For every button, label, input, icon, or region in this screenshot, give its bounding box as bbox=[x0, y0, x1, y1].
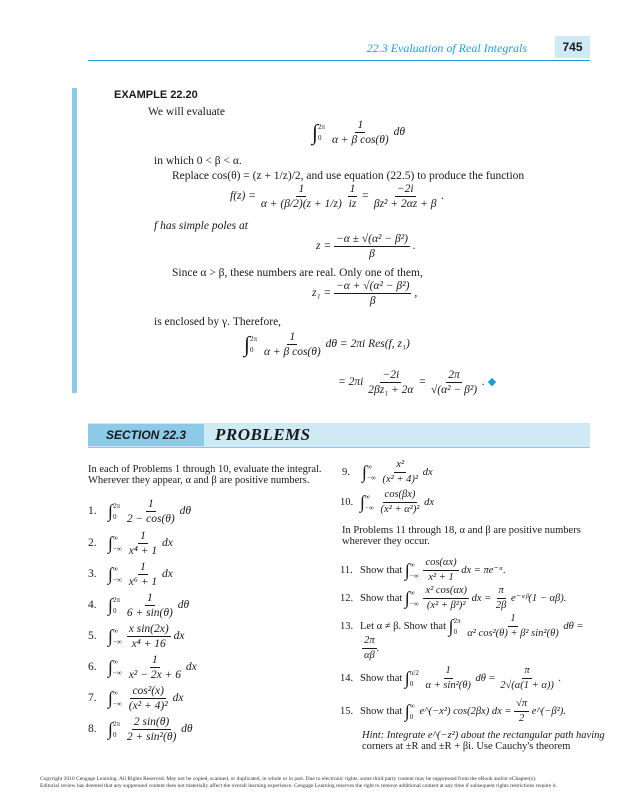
lower-limit: 0 bbox=[112, 512, 117, 521]
denominator: 2 bbox=[518, 713, 525, 724]
z1-lhs: z₁ = bbox=[312, 287, 332, 300]
section-tab: SECTION 22.3 bbox=[88, 424, 204, 446]
period: . bbox=[412, 240, 416, 253]
period: . bbox=[441, 190, 445, 203]
problem-number: 11. bbox=[340, 564, 353, 576]
upper-limit: 2π bbox=[112, 595, 120, 604]
problem-number: 4. bbox=[88, 599, 97, 612]
z-equation bbox=[316, 232, 416, 261]
lower-limit: 0 bbox=[112, 606, 117, 615]
problems-intro-line-1: In each of Problems 1 through 10, evaluate the integral. bbox=[88, 464, 322, 475]
lower-limit: −∞ bbox=[409, 599, 419, 608]
upper-limit: ∞ bbox=[409, 701, 415, 710]
numerator: 1 bbox=[140, 530, 146, 542]
equals-sign: = bbox=[418, 376, 427, 389]
integral-sign: ∫ bbox=[448, 616, 454, 636]
numerator: π bbox=[497, 584, 506, 599]
denominator: β bbox=[369, 295, 376, 307]
lower-limit: −∞ bbox=[112, 544, 122, 553]
integral-sign: ∫ bbox=[108, 501, 113, 521]
equals-sign: = bbox=[361, 190, 369, 203]
problem-10 bbox=[340, 488, 434, 517]
numerator: 1 bbox=[444, 664, 453, 679]
problem-7 bbox=[88, 684, 197, 715]
example-margin-bar bbox=[72, 88, 77, 393]
denominator: α + sin²(θ) bbox=[425, 680, 471, 691]
problem-number: 1. bbox=[88, 505, 97, 518]
upper-limit: 2π bbox=[112, 501, 120, 510]
lower-limit: 0 bbox=[409, 712, 414, 721]
result-lhs: = 2πi bbox=[338, 376, 364, 389]
problem-number: 12. bbox=[340, 592, 354, 604]
problem-number: 8. bbox=[88, 723, 97, 736]
upper-limit: π/2 bbox=[409, 668, 419, 677]
denominator: iz bbox=[348, 198, 357, 210]
numerator: cos²(x) bbox=[132, 685, 164, 697]
denominator: (x² + 4)² bbox=[128, 700, 168, 712]
problem-number: 10. bbox=[340, 496, 354, 508]
denominator: 2 + sin²(θ) bbox=[126, 731, 177, 743]
problems-intro bbox=[88, 464, 322, 486]
period: . bbox=[376, 642, 380, 654]
denominator: α + β cos(θ) bbox=[331, 134, 389, 146]
denominator: α + β cos(θ) bbox=[263, 346, 321, 358]
footer-line-2: Editorial review has deemed that any suppressed content does not materially affect the overall learning experience. Cengage Learning reserves the right to remove additional content at any time if subsequent rights restrictions require it. bbox=[40, 783, 558, 789]
denominator: √(α² − β²) bbox=[430, 384, 478, 396]
numerator: x² bbox=[394, 458, 406, 473]
problem-number: 9. bbox=[342, 466, 350, 478]
problem-lead: Show that bbox=[360, 564, 403, 576]
numerator: cos(βx) bbox=[383, 488, 418, 503]
problem-8 bbox=[88, 715, 197, 746]
lower-limit: −∞ bbox=[409, 571, 419, 580]
problems-intro-line-2: Wherever they appear, α and β are positive numbers. bbox=[88, 475, 310, 486]
z-lhs: z = bbox=[316, 240, 332, 253]
problem-3 bbox=[88, 560, 197, 591]
problem-14 bbox=[340, 664, 561, 693]
problem-result: dx = πe⁻ᵅ. bbox=[461, 564, 506, 576]
lower-limit: 0 bbox=[453, 627, 458, 636]
upper-limit: 2π bbox=[112, 719, 120, 728]
differential: dx bbox=[162, 568, 173, 581]
problem-number: 15. bbox=[340, 705, 354, 717]
denominator: 2β bbox=[495, 600, 507, 611]
lower-limit: 0 bbox=[318, 133, 322, 142]
integral-sign: ∫ bbox=[312, 119, 319, 145]
denominator: (x² + β²)² bbox=[426, 600, 466, 611]
f-equation bbox=[230, 182, 444, 211]
numerator: 1 bbox=[147, 498, 154, 510]
denominator: x⁴ + 1 bbox=[128, 545, 158, 557]
section-rule bbox=[88, 447, 590, 448]
problems-intro-2-line-2: wherever they occur. bbox=[342, 536, 430, 547]
problem-lead: Show that bbox=[360, 705, 403, 717]
upper-limit: ∞ bbox=[112, 533, 118, 542]
numerator: −2i bbox=[382, 369, 400, 381]
problem-number: 7. bbox=[88, 692, 97, 705]
differential: dx bbox=[172, 692, 184, 705]
differential: dx bbox=[424, 496, 435, 508]
denominator: α + (β/2)(z + 1/z) bbox=[260, 198, 342, 210]
problem-9 bbox=[342, 458, 433, 487]
integral-sign: ∫ bbox=[108, 595, 113, 615]
hint-line-1: Hint: Integrate e^(−z²) about the rectangular path having bbox=[362, 730, 605, 741]
problem-mid: dθ = bbox=[475, 672, 496, 684]
integral-sign: ∫ bbox=[108, 564, 113, 584]
problems-left-list bbox=[88, 497, 197, 746]
problem-result: dθ = bbox=[563, 620, 584, 632]
upper-limit: ∞ bbox=[112, 657, 118, 666]
numerator: 1 bbox=[146, 592, 153, 604]
differential: dx bbox=[185, 661, 197, 674]
problem-mid: dx = bbox=[471, 592, 492, 604]
problems-intro-2-line-1: In Problems 11 through 18, α and β are positive numbers bbox=[342, 525, 581, 536]
upper-limit: 2π bbox=[250, 334, 258, 343]
integral-sign: ∫ bbox=[404, 701, 410, 721]
enclosed-text: is enclosed by γ. Therefore, bbox=[154, 316, 282, 328]
footer-line-1: Copyright 2010 Cengage Learning. All Rights Reserved. May not be copied, scanned, or duplicated, in whole or in part. Due to electronic rights, some third party content may be suppressed from the eBook and/or eChapter(s). bbox=[40, 776, 537, 782]
problem-number: 14. bbox=[340, 672, 354, 684]
upper-limit: ∞ bbox=[364, 492, 370, 501]
denominator: (x² + α²)² bbox=[380, 504, 420, 515]
upper-limit: ∞ bbox=[112, 688, 118, 697]
integral-sign: ∫ bbox=[360, 492, 365, 512]
lower-limit: −∞ bbox=[366, 473, 376, 482]
comma: , bbox=[414, 287, 418, 300]
differential: dx bbox=[162, 537, 173, 550]
numerator: 1 bbox=[508, 612, 517, 627]
numerator: 2π bbox=[448, 369, 460, 381]
problem-lead: Show that bbox=[360, 592, 403, 604]
problem-lead: Let α ≠ β. Show that bbox=[360, 620, 447, 632]
numerator: 2 sin(θ) bbox=[133, 716, 170, 728]
problem-number: 13. bbox=[340, 620, 354, 632]
integral-sign: ∫ bbox=[108, 657, 113, 677]
upper-limit: ∞ bbox=[112, 626, 118, 635]
problem-15-hint bbox=[362, 730, 605, 752]
integral-sign: ∫ bbox=[362, 462, 367, 482]
numerator: x² cos(αx) bbox=[423, 584, 469, 599]
numerator: −α ± √(α² − β²) bbox=[336, 233, 408, 245]
integral-sign: ∫ bbox=[108, 626, 113, 646]
denominator: αβ bbox=[364, 650, 375, 661]
period: . bbox=[558, 672, 562, 684]
problem-number: 3. bbox=[88, 568, 97, 581]
upper-limit: 2π bbox=[318, 122, 326, 131]
hint-line-2: corners at ±R and ±R + βi. Use Cauchy's theorem bbox=[362, 741, 571, 752]
example-intro: We will evaluate bbox=[148, 106, 225, 118]
numerator: 1 bbox=[298, 183, 305, 195]
problem-2 bbox=[88, 529, 197, 560]
integral-sign: ∫ bbox=[404, 588, 410, 608]
differential: dx bbox=[422, 466, 433, 478]
example-condition: in which 0 < β < α. bbox=[154, 155, 242, 167]
numerator: 1 bbox=[357, 119, 364, 131]
result-tail: dθ = 2πi Res(f, z₁) bbox=[325, 338, 410, 351]
integral-sign: ∫ bbox=[108, 719, 113, 739]
denominator: α² cos²(θ) + β² sin²(θ) bbox=[467, 628, 559, 639]
problem-4 bbox=[88, 591, 197, 622]
denominator: (x² + 4)² bbox=[382, 474, 419, 485]
lower-limit: 0 bbox=[112, 730, 117, 739]
page-number: 745 bbox=[555, 36, 590, 58]
differential: dθ bbox=[177, 599, 190, 612]
upper-limit: ∞ bbox=[112, 564, 118, 573]
numerator: 2π bbox=[362, 634, 377, 649]
example-title: EXAMPLE 22.20 bbox=[114, 89, 198, 101]
differential: dx bbox=[173, 630, 185, 643]
problem-13-answer bbox=[362, 634, 379, 663]
end-of-example-diamond-icon: ◆ bbox=[487, 376, 497, 389]
f-lhs: f(z) = bbox=[230, 190, 256, 203]
numerator: −2i bbox=[396, 183, 414, 195]
result-line-1 bbox=[244, 330, 410, 359]
numerator: √π bbox=[514, 697, 529, 712]
integral-sign: ∫ bbox=[244, 331, 251, 357]
lower-limit: −∞ bbox=[112, 575, 122, 584]
integral-tail: dθ bbox=[393, 126, 406, 139]
upper-limit: 2π bbox=[453, 616, 461, 625]
header-rule bbox=[88, 60, 590, 61]
denominator: β bbox=[369, 248, 375, 260]
problem-number: 2. bbox=[88, 537, 97, 550]
problem-15 bbox=[340, 697, 566, 726]
integrand: e^(−x²) cos(2βx) dx = bbox=[419, 705, 512, 717]
lower-limit: 0 bbox=[250, 345, 254, 354]
problems-intro-2 bbox=[342, 525, 581, 547]
numerator: π bbox=[522, 664, 531, 679]
problem-6 bbox=[88, 653, 197, 684]
problem-number: 5. bbox=[88, 630, 97, 643]
numerator: 1 bbox=[349, 183, 356, 195]
result-line-2 bbox=[338, 368, 496, 397]
denominator: 2 − cos(θ) bbox=[126, 513, 175, 525]
denominator: x² + 1 bbox=[428, 572, 454, 583]
denominator: x⁴ + 16 bbox=[131, 638, 166, 650]
numerator: −α + √(α² − β²) bbox=[335, 280, 410, 292]
lower-limit: −∞ bbox=[112, 699, 122, 708]
upper-limit: ∞ bbox=[409, 588, 415, 597]
problem-11 bbox=[340, 556, 506, 585]
problem-lead: Show that bbox=[360, 672, 403, 684]
numerator: 1 bbox=[140, 561, 146, 573]
section-heading: PROBLEMS bbox=[215, 425, 311, 444]
running-title: 22.3 Evaluation of Real Integrals bbox=[366, 41, 527, 55]
differential: dθ bbox=[179, 505, 192, 518]
integral-sign: ∫ bbox=[108, 688, 113, 708]
example-integral bbox=[312, 118, 405, 147]
numerator: x sin(2x) bbox=[128, 623, 169, 635]
example-replace-text: Replace cos(θ) = (z + 1/z)/2, and use equation (22.5) to produce the function bbox=[172, 170, 525, 182]
problem-1 bbox=[88, 497, 197, 529]
problem-12 bbox=[340, 584, 566, 613]
lower-limit: −∞ bbox=[112, 637, 122, 646]
integral-sign: ∫ bbox=[404, 560, 410, 580]
denominator: x² − 2x + 6 bbox=[128, 669, 181, 681]
period: . bbox=[482, 376, 485, 389]
lower-limit: −∞ bbox=[112, 668, 122, 677]
upper-limit: ∞ bbox=[409, 560, 415, 569]
denominator: 2βz₁ + 2α bbox=[368, 384, 414, 396]
since-text: Since α > β, these numbers are real. Only one of them, bbox=[172, 267, 423, 279]
upper-limit: ∞ bbox=[366, 462, 372, 471]
numerator: 1 bbox=[151, 654, 158, 666]
denominator: 2√(α(1 + α)) bbox=[500, 680, 554, 691]
denominator: x⁶ + 1 bbox=[128, 576, 158, 588]
denominator: 6 + sin(θ) bbox=[126, 607, 173, 619]
problem-result: e^(−β²). bbox=[531, 705, 566, 717]
numerator: 1 bbox=[289, 331, 296, 343]
z1-equation bbox=[312, 279, 417, 308]
problem-5 bbox=[88, 622, 197, 653]
lower-limit: 0 bbox=[409, 679, 414, 688]
numerator: cos(αx) bbox=[423, 556, 458, 571]
integral-sign: ∫ bbox=[108, 533, 113, 553]
poles-text: f has simple poles at bbox=[154, 220, 248, 232]
integral-sign: ∫ bbox=[404, 668, 410, 688]
differential: dθ bbox=[181, 723, 193, 736]
lower-limit: −∞ bbox=[364, 503, 374, 512]
denominator: βz² + 2αz + β bbox=[373, 198, 437, 210]
problem-number: 6. bbox=[88, 661, 97, 674]
problem-result: e⁻ᵅᵝ(1 − αβ). bbox=[511, 592, 567, 604]
copyright-footer bbox=[40, 776, 600, 790]
